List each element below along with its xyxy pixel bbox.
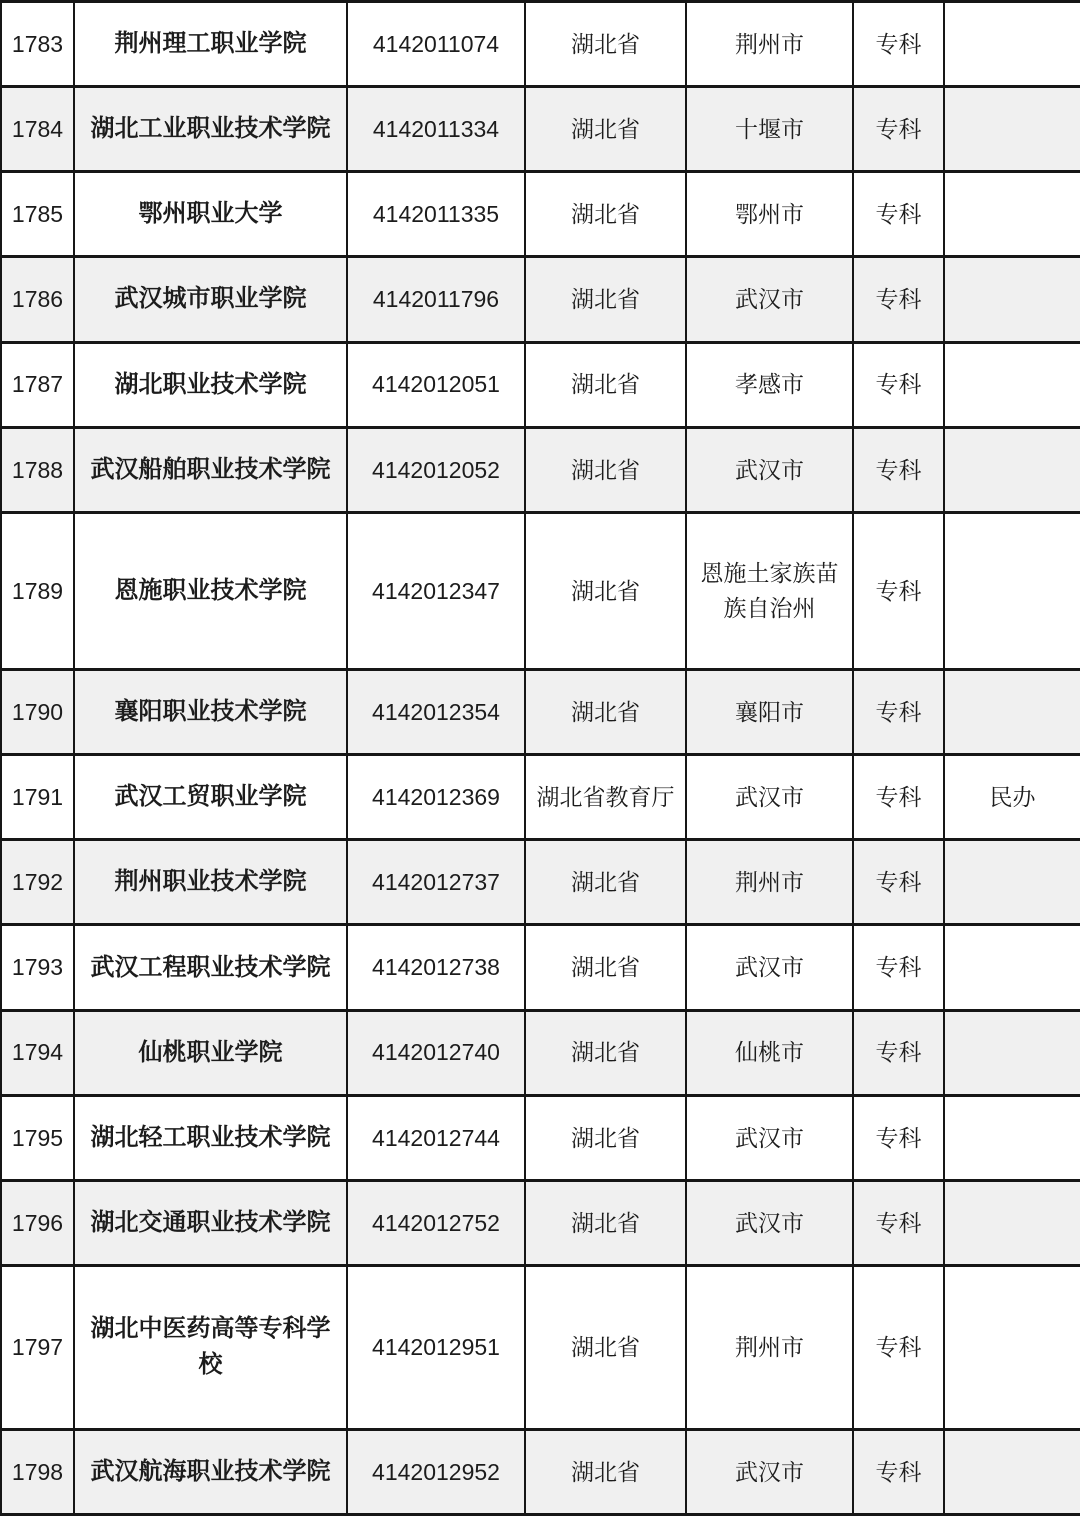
cell-department: 湖北省 — [525, 670, 686, 755]
cell-name: 湖北交通职业技术学院 — [74, 1180, 347, 1265]
cell-department: 湖北省 — [525, 87, 686, 172]
cell-level: 专科 — [853, 670, 944, 755]
cell-code: 4142011796 — [347, 257, 525, 342]
cell-no: 1794 — [1, 1010, 74, 1095]
cell-city: 武汉市 — [686, 1180, 853, 1265]
cell-no: 1788 — [1, 427, 74, 512]
cell-code: 4142012744 — [347, 1095, 525, 1180]
cell-department: 湖北省 — [525, 1180, 686, 1265]
cell-remark — [944, 427, 1080, 512]
table-row — [1, 670, 1080, 755]
cell-level: 专科 — [853, 1180, 944, 1265]
cell-city: 荆州市 — [686, 1266, 853, 1430]
cell-code: 4142012752 — [347, 1180, 525, 1265]
cell-remark — [944, 1266, 1080, 1430]
cell-name: 鄂州职业大学 — [74, 172, 347, 257]
table-row — [1, 172, 1080, 257]
table-row — [1, 427, 1080, 512]
cell-remark — [944, 925, 1080, 1010]
cell-city: 武汉市 — [686, 755, 853, 840]
cell-no: 1784 — [1, 87, 74, 172]
cell-no: 1783 — [1, 2, 74, 87]
cell-remark — [944, 670, 1080, 755]
cell-level: 专科 — [853, 925, 944, 1010]
cell-level: 专科 — [853, 172, 944, 257]
cell-level: 专科 — [853, 427, 944, 512]
cell-city: 十堰市 — [686, 87, 853, 172]
table-row — [1, 755, 1080, 840]
cell-city: 襄阳市 — [686, 670, 853, 755]
cell-department: 湖北省教育厅 — [525, 755, 686, 840]
cell-name: 湖北工业职业技术学院 — [74, 87, 347, 172]
table-row — [1, 87, 1080, 172]
cell-city: 武汉市 — [686, 1429, 853, 1514]
cell-remark — [944, 257, 1080, 342]
cell-code: 4142012951 — [347, 1266, 525, 1430]
cell-code: 4142011335 — [347, 172, 525, 257]
cell-name: 仙桃职业学院 — [74, 1010, 347, 1095]
table-row — [1, 1266, 1080, 1430]
cell-name: 武汉航海职业技术学院 — [74, 1429, 347, 1514]
cell-code: 4142012740 — [347, 1010, 525, 1095]
cell-level: 专科 — [853, 2, 944, 87]
cell-code: 4142012952 — [347, 1429, 525, 1514]
cell-name: 湖北职业技术学院 — [74, 342, 347, 427]
cell-level: 专科 — [853, 1010, 944, 1095]
cell-name: 武汉工程职业技术学院 — [74, 925, 347, 1010]
table-row — [1, 925, 1080, 1010]
cell-department: 湖北省 — [525, 1429, 686, 1514]
cell-no: 1791 — [1, 755, 74, 840]
cell-name: 武汉城市职业学院 — [74, 257, 347, 342]
cell-department: 湖北省 — [525, 1266, 686, 1430]
cell-name: 湖北轻工职业技术学院 — [74, 1095, 347, 1180]
cell-code: 4142011074 — [347, 2, 525, 87]
cell-city: 武汉市 — [686, 1095, 853, 1180]
cell-no: 1792 — [1, 840, 74, 925]
cell-name: 武汉工贸职业学院 — [74, 755, 347, 840]
table-row — [1, 512, 1080, 669]
cell-city: 荆州市 — [686, 840, 853, 925]
table-row — [1, 2, 1080, 87]
cell-level: 专科 — [853, 512, 944, 669]
cell-no: 1787 — [1, 342, 74, 427]
cell-no: 1793 — [1, 925, 74, 1010]
cell-level: 专科 — [853, 1095, 944, 1180]
cell-remark: 民办 — [944, 755, 1080, 840]
cell-level: 专科 — [853, 1266, 944, 1430]
cell-city: 武汉市 — [686, 427, 853, 512]
cell-name: 武汉船舶职业技术学院 — [74, 427, 347, 512]
cell-department: 湖北省 — [525, 172, 686, 257]
cell-code: 4142011334 — [347, 87, 525, 172]
cell-no: 1790 — [1, 670, 74, 755]
cell-no: 1795 — [1, 1095, 74, 1180]
table-row — [1, 342, 1080, 427]
cell-city: 仙桃市 — [686, 1010, 853, 1095]
cell-code: 4142012347 — [347, 512, 525, 669]
cell-city: 武汉市 — [686, 925, 853, 1010]
cell-no: 1796 — [1, 1180, 74, 1265]
cell-department: 湖北省 — [525, 1010, 686, 1095]
cell-remark — [944, 87, 1080, 172]
cell-remark — [944, 1180, 1080, 1265]
table-row — [1, 1429, 1080, 1514]
cell-level: 专科 — [853, 755, 944, 840]
cell-department: 湖北省 — [525, 257, 686, 342]
table-row — [1, 840, 1080, 925]
cell-remark — [944, 512, 1080, 669]
cell-no: 1789 — [1, 512, 74, 669]
cell-city: 荆州市 — [686, 2, 853, 87]
cell-level: 专科 — [853, 342, 944, 427]
cell-code: 4142012052 — [347, 427, 525, 512]
cell-department: 湖北省 — [525, 840, 686, 925]
cell-no: 1798 — [1, 1429, 74, 1514]
cell-department: 湖北省 — [525, 925, 686, 1010]
cell-department: 湖北省 — [525, 512, 686, 669]
cell-name: 恩施职业技术学院 — [74, 512, 347, 669]
table-row — [1, 1180, 1080, 1265]
cell-city: 孝感市 — [686, 342, 853, 427]
cell-level: 专科 — [853, 1429, 944, 1514]
cell-code: 4142012051 — [347, 342, 525, 427]
cell-remark — [944, 342, 1080, 427]
cell-department: 湖北省 — [525, 342, 686, 427]
cell-department: 湖北省 — [525, 427, 686, 512]
cell-code: 4142012738 — [347, 925, 525, 1010]
cell-code: 4142012737 — [347, 840, 525, 925]
cell-remark — [944, 1010, 1080, 1095]
cell-remark — [944, 172, 1080, 257]
cell-level: 专科 — [853, 840, 944, 925]
cell-name: 荆州职业技术学院 — [74, 840, 347, 925]
cell-code: 4142012369 — [347, 755, 525, 840]
cell-city: 武汉市 — [686, 257, 853, 342]
cell-name: 荆州理工职业学院 — [74, 2, 347, 87]
universities-table-body — [1, 2, 1080, 1515]
cell-no: 1797 — [1, 1266, 74, 1430]
cell-remark — [944, 2, 1080, 87]
cell-department: 湖北省 — [525, 1095, 686, 1180]
cell-remark — [944, 1095, 1080, 1180]
cell-name: 襄阳职业技术学院 — [74, 670, 347, 755]
cell-city: 鄂州市 — [686, 172, 853, 257]
table-row — [1, 257, 1080, 342]
cell-department: 湖北省 — [525, 2, 686, 87]
cell-remark — [944, 840, 1080, 925]
cell-city: 恩施土家族苗族自治州 — [686, 512, 853, 669]
cell-no: 1786 — [1, 257, 74, 342]
cell-name: 湖北中医药高等专科学校 — [74, 1266, 347, 1430]
cell-remark — [944, 1429, 1080, 1514]
cell-code: 4142012354 — [347, 670, 525, 755]
cell-level: 专科 — [853, 87, 944, 172]
table-row — [1, 1095, 1080, 1180]
table-row — [1, 1010, 1080, 1095]
cell-no: 1785 — [1, 172, 74, 257]
cell-level: 专科 — [853, 257, 944, 342]
